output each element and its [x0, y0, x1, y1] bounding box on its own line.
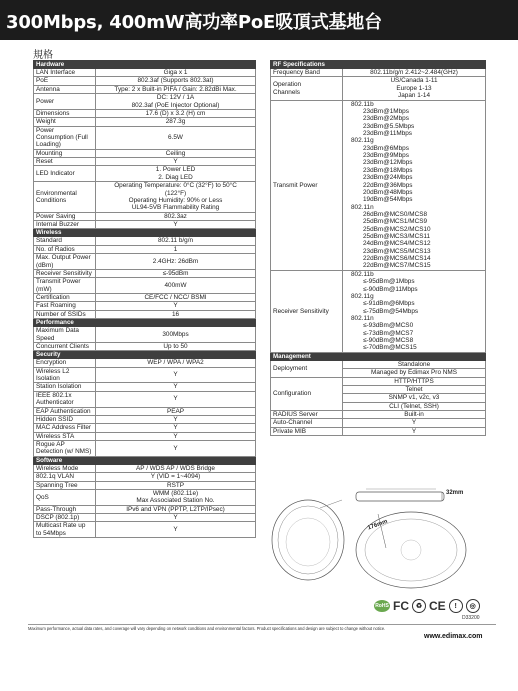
spec-line: 802.11b — [351, 100, 374, 108]
spec-label: Wireless STA — [34, 432, 96, 440]
spec-row-private-mib — [271, 427, 486, 435]
spec-row-led-indicator — [34, 166, 256, 182]
spec-value: Y — [96, 513, 256, 521]
section-header-management — [271, 352, 486, 360]
spec-value: Y — [96, 424, 256, 432]
section-header-performance — [34, 319, 256, 327]
left-spec-table — [33, 60, 256, 538]
spec-label: Power — [34, 94, 96, 110]
bsmi-mark-icon: ◎ — [466, 599, 480, 613]
spec-value — [96, 489, 256, 505]
spec-label: Pass-Through — [34, 505, 96, 513]
spec-value: Y — [96, 367, 256, 383]
spec-line: 22dBm@MCS7/MCS15 — [363, 262, 431, 270]
spec-line: ≤-73dBm@MCS7 — [363, 329, 414, 337]
spec-line: 802.11b — [351, 270, 374, 278]
spec-row-mac-address-filter — [34, 424, 256, 432]
spec-line: ≤-91dBm@6Mbps — [363, 300, 415, 308]
website-link[interactable]: www.edimax.com — [424, 633, 483, 640]
spec-value: Telnet — [343, 385, 486, 393]
spec-value: 287.3g — [96, 118, 256, 126]
spec-line: ≤-70dBm@MCS15 — [363, 344, 417, 352]
spec-line: (dBm) — [36, 261, 54, 269]
spec-value: IPv6 and VPN (PPTP, L2TP/IPsec) — [96, 505, 256, 513]
spec-line: (mW) — [36, 285, 52, 293]
spec-row-dscp-802-1p — [34, 513, 256, 521]
spec-value: 1 — [96, 245, 256, 253]
spec-label: 802.1q VLAN — [34, 473, 96, 481]
spec-label — [34, 440, 96, 456]
spec-row-wireless-sta — [34, 432, 256, 440]
spec-value: 400mW — [96, 278, 256, 294]
spec-line: 23dBm@5.5Mbps — [363, 122, 415, 130]
spec-line: 23dBm@6Mbps — [363, 144, 409, 152]
spec-label — [34, 126, 96, 149]
spec-row-auto-channel — [271, 419, 486, 427]
spec-value: Y — [96, 391, 256, 407]
spec-row-eap-authentication — [34, 407, 256, 415]
spec-row-rogue-ap-detection-w-nms — [34, 440, 256, 456]
spec-row-transmit-power — [271, 100, 486, 270]
spec-line: Europe 1-13 — [396, 84, 432, 92]
spec-line: 2. Diag LED — [158, 173, 193, 181]
spec-value: Y — [96, 220, 256, 228]
spec-label: QoS — [34, 489, 96, 505]
spec-label: No. of Radios — [34, 245, 96, 253]
spec-value: Y — [96, 158, 256, 166]
spec-label — [34, 327, 96, 343]
spec-line: 22dBm@36Mbps — [363, 181, 413, 189]
spec-value: CLI (Telnet, SSH) — [343, 402, 486, 410]
spec-label: Configuration — [271, 377, 343, 410]
spec-line: to 54Mbps — [36, 529, 66, 537]
spec-label: Spanning Tree — [34, 481, 96, 489]
spec-value — [96, 166, 256, 182]
spec-value: AP / WDS AP / WDS Bridge — [96, 464, 256, 472]
spec-line: 23dBm@18Mbps — [363, 166, 413, 174]
spec-row-pass-through — [34, 505, 256, 513]
spec-label — [34, 182, 96, 212]
spec-value: Managed by Edimax Pro NMS — [343, 369, 486, 377]
title-bar — [0, 0, 518, 40]
spec-row-certification — [34, 293, 256, 301]
spec-line: WMM (802.11e) — [152, 489, 199, 497]
spec-label: Receiver Sensitivity — [34, 269, 96, 277]
spec-line: 19dBm@54Mbps — [363, 196, 413, 204]
spec-line: 25dBm@MCS2/MCS10 — [363, 225, 431, 233]
spec-row-ieee-802-1x-authenticator — [34, 391, 256, 407]
dimension-width-label: 32mm — [446, 490, 464, 496]
section-title: Hardware — [34, 61, 256, 69]
spec-value: 300Mbps — [96, 327, 256, 343]
spec-line: 26dBm@MCS0/MCS8 — [363, 210, 428, 218]
spec-label: Auto-Channel — [271, 419, 343, 427]
spec-row-hidden-ssid — [34, 415, 256, 423]
spec-line: Max. Output Power — [36, 254, 91, 262]
spec-row-dimensions — [34, 109, 256, 117]
spec-row-power-consumption-full-loading — [34, 126, 256, 149]
spec-row-radius-server — [271, 411, 486, 419]
section-title: Security — [34, 351, 256, 359]
spec-row-antenna — [34, 85, 256, 93]
spec-value: Y — [343, 427, 486, 435]
spec-line: Authenticator — [36, 399, 74, 407]
spec-row-wireless-mode — [34, 464, 256, 472]
spec-row-power — [34, 94, 256, 110]
section-title: Wireless — [34, 229, 256, 237]
disclaimer-text: Maximum performance, actual data rates, and coverage will vary depending on network conditions and environmental factors. Product specifications and design are subject to change without notice. — [28, 626, 386, 631]
spec-value: Built-in — [343, 411, 486, 419]
spec-value: CE/FCC / NCC/ BSMI — [96, 293, 256, 301]
spec-row-configuration — [271, 377, 486, 385]
spec-label: Number of SSIDs — [34, 310, 96, 318]
spec-row-internal-buzzer — [34, 220, 256, 228]
spec-row-power-saving — [34, 212, 256, 220]
spec-row-spanning-tree — [34, 481, 256, 489]
spec-heading: 規格 — [33, 50, 53, 61]
rohs-logo: RoHS — [374, 600, 390, 612]
spec-line: ≤-95dBm@1Mbps — [363, 278, 415, 286]
spec-value — [343, 270, 486, 352]
right-spec-table — [270, 60, 486, 436]
spec-label: Standard — [34, 237, 96, 245]
spec-line: Japan 1-14 — [398, 92, 430, 100]
spec-line: DC: 12V / 1A — [156, 94, 195, 102]
spec-row-maximum-data-speed — [34, 327, 256, 343]
spec-label: Private MIB — [271, 427, 343, 435]
spec-line: Operation — [273, 81, 302, 89]
spec-value — [96, 182, 256, 212]
spec-value: Y — [96, 415, 256, 423]
spec-label: Wireless Mode — [34, 464, 96, 472]
spec-value: Y — [96, 522, 256, 538]
spec-label — [34, 278, 96, 294]
section-header-rf-specifications — [271, 61, 486, 69]
spec-line: 24dBm@MCS4/MCS12 — [363, 240, 431, 248]
spec-label: Antenna — [34, 85, 96, 93]
spec-line: 802.11g — [351, 292, 374, 300]
device-top-view — [272, 500, 344, 580]
spec-label: Concurrent Clients — [34, 342, 96, 350]
spec-line: 23dBm@24Mbps — [363, 174, 413, 182]
product-dimension-diagram — [268, 478, 493, 590]
spec-label: Receiver Sensitivity — [271, 270, 343, 352]
page-title: 300Mbps, 400mW高功率PoE吸頂式基地台 — [6, 12, 382, 33]
spec-row-receiver-sensitivity — [34, 269, 256, 277]
spec-row-no-of-radios — [34, 245, 256, 253]
spec-line: ≤-75dBm@54Mbps — [363, 307, 419, 315]
spec-label: Dimensions — [34, 109, 96, 117]
spec-line: 802.11g — [351, 137, 374, 145]
spec-row-poe — [34, 77, 256, 85]
section-header-software — [34, 456, 256, 464]
spec-line: Transmit Power — [36, 278, 81, 286]
spec-value: HTTP/HTTPS — [343, 377, 486, 385]
ce-logo: CE — [429, 599, 446, 613]
spec-line: 1. Power LED — [155, 166, 196, 174]
spec-row-multicast-rate-up-to-54mbps — [34, 522, 256, 538]
spec-label: Certification — [34, 293, 96, 301]
spec-line: 22dBm@MCS6/MCS14 — [363, 255, 431, 263]
spec-label — [34, 391, 96, 407]
spec-label: Encryption — [34, 359, 96, 367]
spec-value: 2.4GHz: 26dBm — [96, 254, 256, 270]
recycle-icon: ♻ — [412, 599, 426, 613]
spec-value: Type: 2 x Built-in PIFA / Gain: 2.82dBi Max. — [96, 85, 256, 93]
section-title: Software — [34, 456, 256, 464]
section-header-security — [34, 351, 256, 359]
spec-line: 25dBm@MCS3/MCS11 — [363, 233, 431, 241]
spec-label — [271, 77, 343, 100]
section-header-wireless — [34, 229, 256, 237]
spec-value — [343, 77, 486, 100]
spec-line: Multicast Rate up — [36, 522, 86, 530]
certification-logos — [374, 596, 480, 616]
spec-label: MAC Address Filter — [34, 424, 96, 432]
spec-row-reset — [34, 158, 256, 166]
spec-label: Frequency Band — [271, 69, 343, 77]
spec-row-concurrent-clients — [34, 342, 256, 350]
fcc-logo: FC — [393, 599, 409, 613]
spec-value: 802.3af (Supports 802.3at) — [96, 77, 256, 85]
spec-label: Power Saving — [34, 212, 96, 220]
spec-value: 802.11b/g/n 2.412~2.484(GHz) — [343, 69, 486, 77]
footer-divider — [28, 624, 496, 625]
spec-row-qos — [34, 489, 256, 505]
spec-line: Power — [36, 126, 55, 134]
device-side-view — [356, 492, 444, 501]
spec-line: 23dBm@1Mbps — [363, 107, 409, 115]
spec-line: 23dBm@MCS5/MCS13 — [363, 247, 431, 255]
spec-value: Y — [96, 440, 256, 456]
spec-row-max-output-power-dbm — [34, 254, 256, 270]
spec-line: Loading) — [36, 141, 61, 149]
certification-code: D33200 — [462, 615, 480, 621]
spec-label: Fast Roaming — [34, 302, 96, 310]
spec-value: PEAP — [96, 407, 256, 415]
spec-line: UL94-5VB Flammability Rating — [131, 204, 220, 212]
spec-label: Station Isolation — [34, 383, 96, 391]
spec-label: Transmit Power — [271, 100, 343, 270]
spec-row-standard — [34, 237, 256, 245]
spec-label — [34, 254, 96, 270]
spec-line: ≤-93dBm@MCS0 — [363, 322, 414, 330]
spec-value — [96, 94, 256, 110]
spec-value: 6.5W — [96, 126, 256, 149]
spec-label — [34, 522, 96, 538]
spec-row-mounting — [34, 149, 256, 157]
spec-value: Y — [96, 432, 256, 440]
spec-label — [34, 367, 96, 383]
spec-label: Internal Buzzer — [34, 220, 96, 228]
spec-label: Mounting — [34, 149, 96, 157]
spec-value: SNMP v1, v2c, v3 — [343, 394, 486, 402]
spec-value: Standalone — [343, 360, 486, 368]
section-header-hardware — [34, 61, 256, 69]
spec-line: Rogue AP — [36, 440, 65, 448]
spec-value: 802.11 b/g/n — [96, 237, 256, 245]
compliance-mark-icon: ! — [449, 599, 463, 613]
spec-label: PoE — [34, 77, 96, 85]
spec-line: 23dBm@9Mbps — [363, 152, 409, 160]
spec-row-receiver-sensitivity — [271, 270, 486, 352]
spec-line: 802.3af (PoE Injector Optional) — [131, 101, 220, 109]
spec-line: Environmental — [36, 189, 77, 197]
spec-row-wireless-l2-isolation — [34, 367, 256, 383]
spec-line: (122°F) — [164, 189, 187, 197]
spec-label: DSCP (802.1p) — [34, 513, 96, 521]
spec-value: 16 — [96, 310, 256, 318]
spec-value: ≤-95dBm — [96, 269, 256, 277]
spec-label: Reset — [34, 158, 96, 166]
spec-line: Max Associated Station No. — [136, 497, 215, 505]
spec-row-transmit-power-mw — [34, 278, 256, 294]
spec-value — [343, 100, 486, 270]
spec-label: Hidden SSID — [34, 415, 96, 423]
spec-value: Up to 50 — [96, 342, 256, 350]
spec-row-weight — [34, 118, 256, 126]
spec-line: US/Canada 1-11 — [390, 77, 438, 85]
section-title: Management — [271, 352, 486, 360]
spec-value: WEP / WPA / WPA2 — [96, 359, 256, 367]
spec-row-encryption — [34, 359, 256, 367]
spec-value: Y — [96, 383, 256, 391]
spec-row-operation-channels — [271, 77, 486, 100]
dimension-diameter-label: 176mm — [366, 518, 389, 532]
spec-line: 20dBm@48Mbps — [363, 188, 413, 196]
spec-line: 23dBm@12Mbps — [363, 159, 413, 167]
spec-line: IEEE 802.1x — [36, 391, 72, 399]
spec-line: Consumption (Full — [36, 134, 88, 141]
spec-value: 17.6 (D) x 3.2 (H) cm — [96, 109, 256, 117]
spec-row-lan-interface — [34, 69, 256, 77]
spec-row-frequency-band — [271, 69, 486, 77]
spec-line: Speed — [36, 334, 55, 342]
spec-line: Wireless L2 — [36, 367, 70, 375]
spec-row-fast-roaming — [34, 302, 256, 310]
spec-line: Operating Temperature: 0°C (32°F) to 50°C — [114, 182, 237, 190]
spec-line: 802.11n — [351, 203, 374, 211]
spec-value: 802.3az — [96, 212, 256, 220]
spec-label: Weight — [34, 118, 96, 126]
spec-row-802-1q-vlan — [34, 473, 256, 481]
section-title: RF Specifications — [271, 61, 486, 69]
spec-line: 802.11n — [351, 314, 374, 322]
spec-line: Channels — [273, 88, 301, 96]
spec-value: Y — [343, 419, 486, 427]
spec-line: Isolation — [36, 375, 60, 383]
spec-row-number-of-ssids — [34, 310, 256, 318]
spec-line: 23dBm@2Mbps — [363, 115, 409, 123]
section-title: Performance — [34, 319, 256, 327]
spec-label: Deployment — [271, 360, 343, 377]
spec-label: LED Indicator — [34, 166, 96, 182]
spec-line: 23dBm@11Mbps — [363, 130, 412, 137]
spec-value: Ceiling — [96, 149, 256, 157]
spec-label: RADIUS Server — [271, 411, 343, 419]
spec-line: Detection (w/ NMS) — [36, 448, 92, 456]
spec-label: LAN Interface — [34, 69, 96, 77]
spec-line: 25dBm@MCS1/MCS9 — [363, 218, 428, 226]
spec-line: ≤-90dBm@MCS8 — [363, 337, 414, 345]
spec-row-station-isolation — [34, 383, 256, 391]
spec-value: Y (VID = 1~4094) — [96, 473, 256, 481]
spec-row-deployment — [271, 360, 486, 368]
spec-row-environmental-conditions — [34, 182, 256, 212]
spec-line: Operating Humidity: 90% or Less — [128, 196, 223, 204]
spec-value: RSTP — [96, 481, 256, 489]
spec-line: Conditions — [36, 196, 67, 204]
spec-value: Giga x 1 — [96, 69, 256, 77]
spec-value: Y — [96, 302, 256, 310]
spec-label: EAP Authentication — [34, 407, 96, 415]
spec-line: Maximum Data — [36, 327, 79, 335]
spec-line: ≤-90dBm@11Mbps — [363, 285, 418, 293]
